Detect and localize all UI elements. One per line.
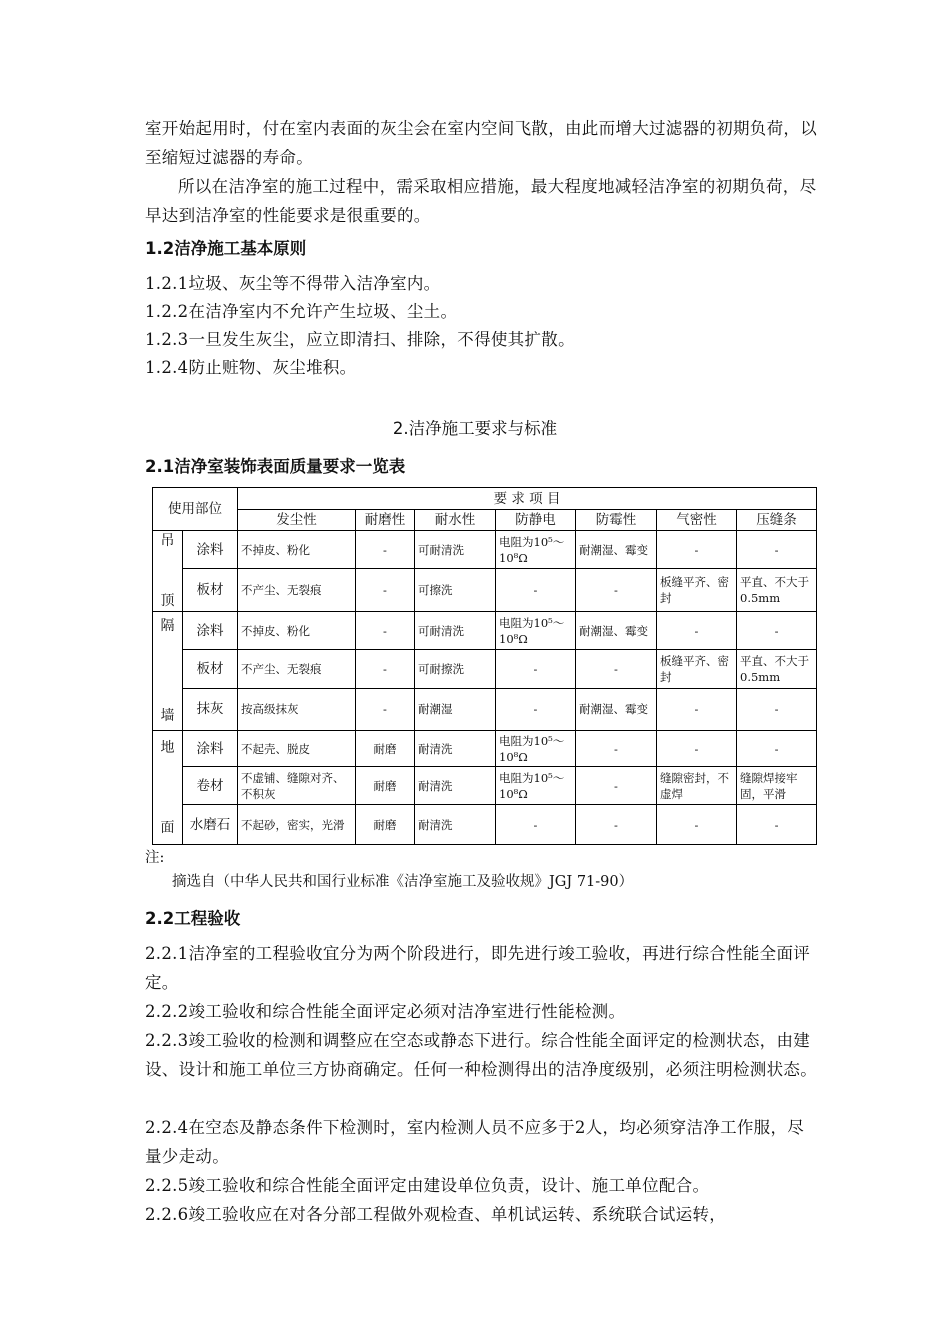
table-cell: - — [657, 612, 737, 650]
location-ceiling: 吊 顶 — [153, 531, 183, 612]
table-note-source: 摘选自（中华人民共和国行业标准《洁净室施工及验收规》JGJ 71-90） — [172, 874, 634, 890]
table-cell: 耐磨 — [356, 767, 415, 805]
table-cell: - — [576, 767, 657, 805]
header-requirements: 要 求 项 目 — [238, 488, 817, 510]
section-2-2-title: 2.2工程验收 — [145, 909, 241, 928]
list-item-2-2-5: 2.2.5竣工验收和综合性能全面评定由建设单位负责，设计、施工单位配合。 — [145, 1176, 710, 1195]
material-cell: 水磨石 — [183, 805, 238, 845]
table-cell: 电阻为10⁵～10⁸Ω — [496, 731, 576, 767]
table-cell: 板缝平齐、密封 — [657, 650, 737, 688]
list-item-2-2-3: 2.2.3竣工验收的检测和调整应在空态或静态下进行。综合性能全面评定的检测状态，由建设、设计和施工单位三方协商确定。任何一种检测得出的洁净度级别，必须注明检测状态。 — [145, 1031, 817, 1079]
section-2-title: 2.洁净施工要求与标准 — [392, 419, 558, 438]
table-cell: 不产尘、无裂痕 — [238, 650, 356, 688]
material-cell: 板材 — [183, 650, 238, 688]
list-item-2-2-1: 2.2.1洁净室的工程验收宜分为两个阶段进行，即先进行竣工验收，再进行综合性能全面评定。 — [145, 944, 811, 992]
table-cell: - — [356, 531, 415, 569]
table-cell: - — [737, 612, 817, 650]
list-item-1-2-2: 1.2.2在洁净室内不允许产生垃圾、尘土。 — [145, 302, 458, 321]
table-cell: 耐清洗 — [415, 805, 496, 845]
list-item-1-2-1: 1.2.1垃圾、灰尘等不得带入洁净室内。 — [145, 274, 441, 293]
table-cell: 平直、不大于0.5mm — [737, 650, 817, 688]
table-cell: - — [657, 805, 737, 845]
list-item-2-2-4: 2.2.4在空态及静态条件下检测时，室内检测人员不应多于2人，均必须穿洁净工作服，尽量少走动。 — [145, 1118, 805, 1166]
table-cell: - — [737, 688, 817, 730]
list-item-2-2-2: 2.2.2竣工验收和综合性能全面评定必须对洁净室进行性能检测。 — [145, 1002, 626, 1021]
location-partition-wall: 隔 墙 — [153, 612, 183, 731]
table-cell: 板缝平齐、密封 — [657, 569, 737, 612]
section-1-2-title: 1.2洁净施工基本原则 — [145, 239, 307, 258]
list-item-1-2-3: 1.2.3一旦发生灰尘，应立即清扫、排除，不得使其扩散。 — [145, 330, 575, 349]
table-cell: - — [356, 650, 415, 688]
table-cell: 耐潮湿、霉变 — [576, 531, 657, 569]
table-cell: - — [737, 731, 817, 767]
table-cell: 耐潮湿、霉变 — [576, 612, 657, 650]
table-cell: - — [657, 731, 737, 767]
table-cell: 缝隙密封，不虚焊 — [657, 767, 737, 805]
material-cell: 卷材 — [183, 767, 238, 805]
table-cell: - — [657, 531, 737, 569]
table-cell: - — [737, 805, 817, 845]
table-cell: 按高级抹灰 — [238, 688, 356, 730]
table-cell: - — [356, 569, 415, 612]
table-cell: - — [576, 569, 657, 612]
table-cell: 不起壳、脱皮 — [238, 731, 356, 767]
intro-paragraph-1: 室开始起用时，付在室内表面的灰尘会在室内空间飞散，由此而增大过滤器的初期负荷，以至缩短过滤器的寿命。 — [145, 119, 817, 167]
list-item-2-2-6: 2.2.6竣工验收应在对各分部工程做外观检查、单机试运转、系统联合试运转， — [145, 1205, 727, 1224]
material-cell: 涂料 — [183, 531, 238, 569]
table-cell: - — [356, 688, 415, 730]
table-cell: 平直、不大于0.5mm — [737, 569, 817, 612]
table-cell: 不掉皮、粉化 — [238, 531, 356, 569]
table-cell: 耐潮湿 — [415, 688, 496, 730]
table-cell: 可擦洗 — [415, 569, 496, 612]
section-2-1-title: 2.1洁净室装饰表面质量要求一览表 — [145, 457, 406, 476]
table-cell: 不虚铺、缝隙对齐、不积灰 — [238, 767, 356, 805]
header-usage-location: 使用部位 — [153, 488, 238, 531]
column-header: 耐磨性 — [356, 510, 415, 531]
table-cell: - — [576, 731, 657, 767]
column-header: 压缝条 — [737, 510, 817, 531]
table-cell: - — [496, 569, 576, 612]
table-cell: - — [496, 650, 576, 688]
location-floor: 地 面 — [153, 731, 183, 845]
table-cell: - — [496, 688, 576, 730]
table-cell: 电阻为10⁵～10⁸Ω — [496, 612, 576, 650]
table-cell: 不掉皮、粉化 — [238, 612, 356, 650]
table-cell: 电阻为10⁵～10⁸Ω — [496, 767, 576, 805]
table-cell: - — [576, 650, 657, 688]
table-cell: 耐潮湿、霉变 — [576, 688, 657, 730]
column-header: 气密性 — [657, 510, 737, 531]
column-header: 发尘性 — [238, 510, 356, 531]
table-cell: - — [576, 805, 657, 845]
list-item-1-2-4: 1.2.4防止赃物、灰尘堆积。 — [145, 358, 357, 377]
table-cell: 电阻为10⁵～10⁸Ω — [496, 531, 576, 569]
column-header: 防霉性 — [576, 510, 657, 531]
column-header: 耐水性 — [415, 510, 496, 531]
table-cell: 不起砂，密实，光滑 — [238, 805, 356, 845]
table-cell: 耐磨 — [356, 731, 415, 767]
material-cell: 抹灰 — [183, 688, 238, 730]
table-cell: 耐磨 — [356, 805, 415, 845]
table-cell: 缝隙焊接牢固，平滑 — [737, 767, 817, 805]
table-cell: 可耐擦洗 — [415, 650, 496, 688]
table-cell: - — [496, 805, 576, 845]
material-cell: 涂料 — [183, 612, 238, 650]
table-cell: - — [657, 688, 737, 730]
material-cell: 板材 — [183, 569, 238, 612]
column-header: 防静电 — [496, 510, 576, 531]
table-cell: 可耐清洗 — [415, 531, 496, 569]
table-cell: 耐清洗 — [415, 767, 496, 805]
intro-paragraph-2: 所以在洁净室的施工过程中，需采取相应措施，最大程度地减轻洁净室的初期负荷，尽早达到洁净室的性能要求是很重要的。 — [145, 177, 817, 225]
table-cell: 不产尘、无裂痕 — [238, 569, 356, 612]
table-cell: 耐清洗 — [415, 731, 496, 767]
table-cell: - — [737, 531, 817, 569]
surface-quality-table — [152, 487, 817, 845]
material-cell: 涂料 — [183, 731, 238, 767]
table-cell: - — [356, 612, 415, 650]
table-note-label: 注: — [145, 850, 165, 866]
table-cell: 可耐清洗 — [415, 612, 496, 650]
